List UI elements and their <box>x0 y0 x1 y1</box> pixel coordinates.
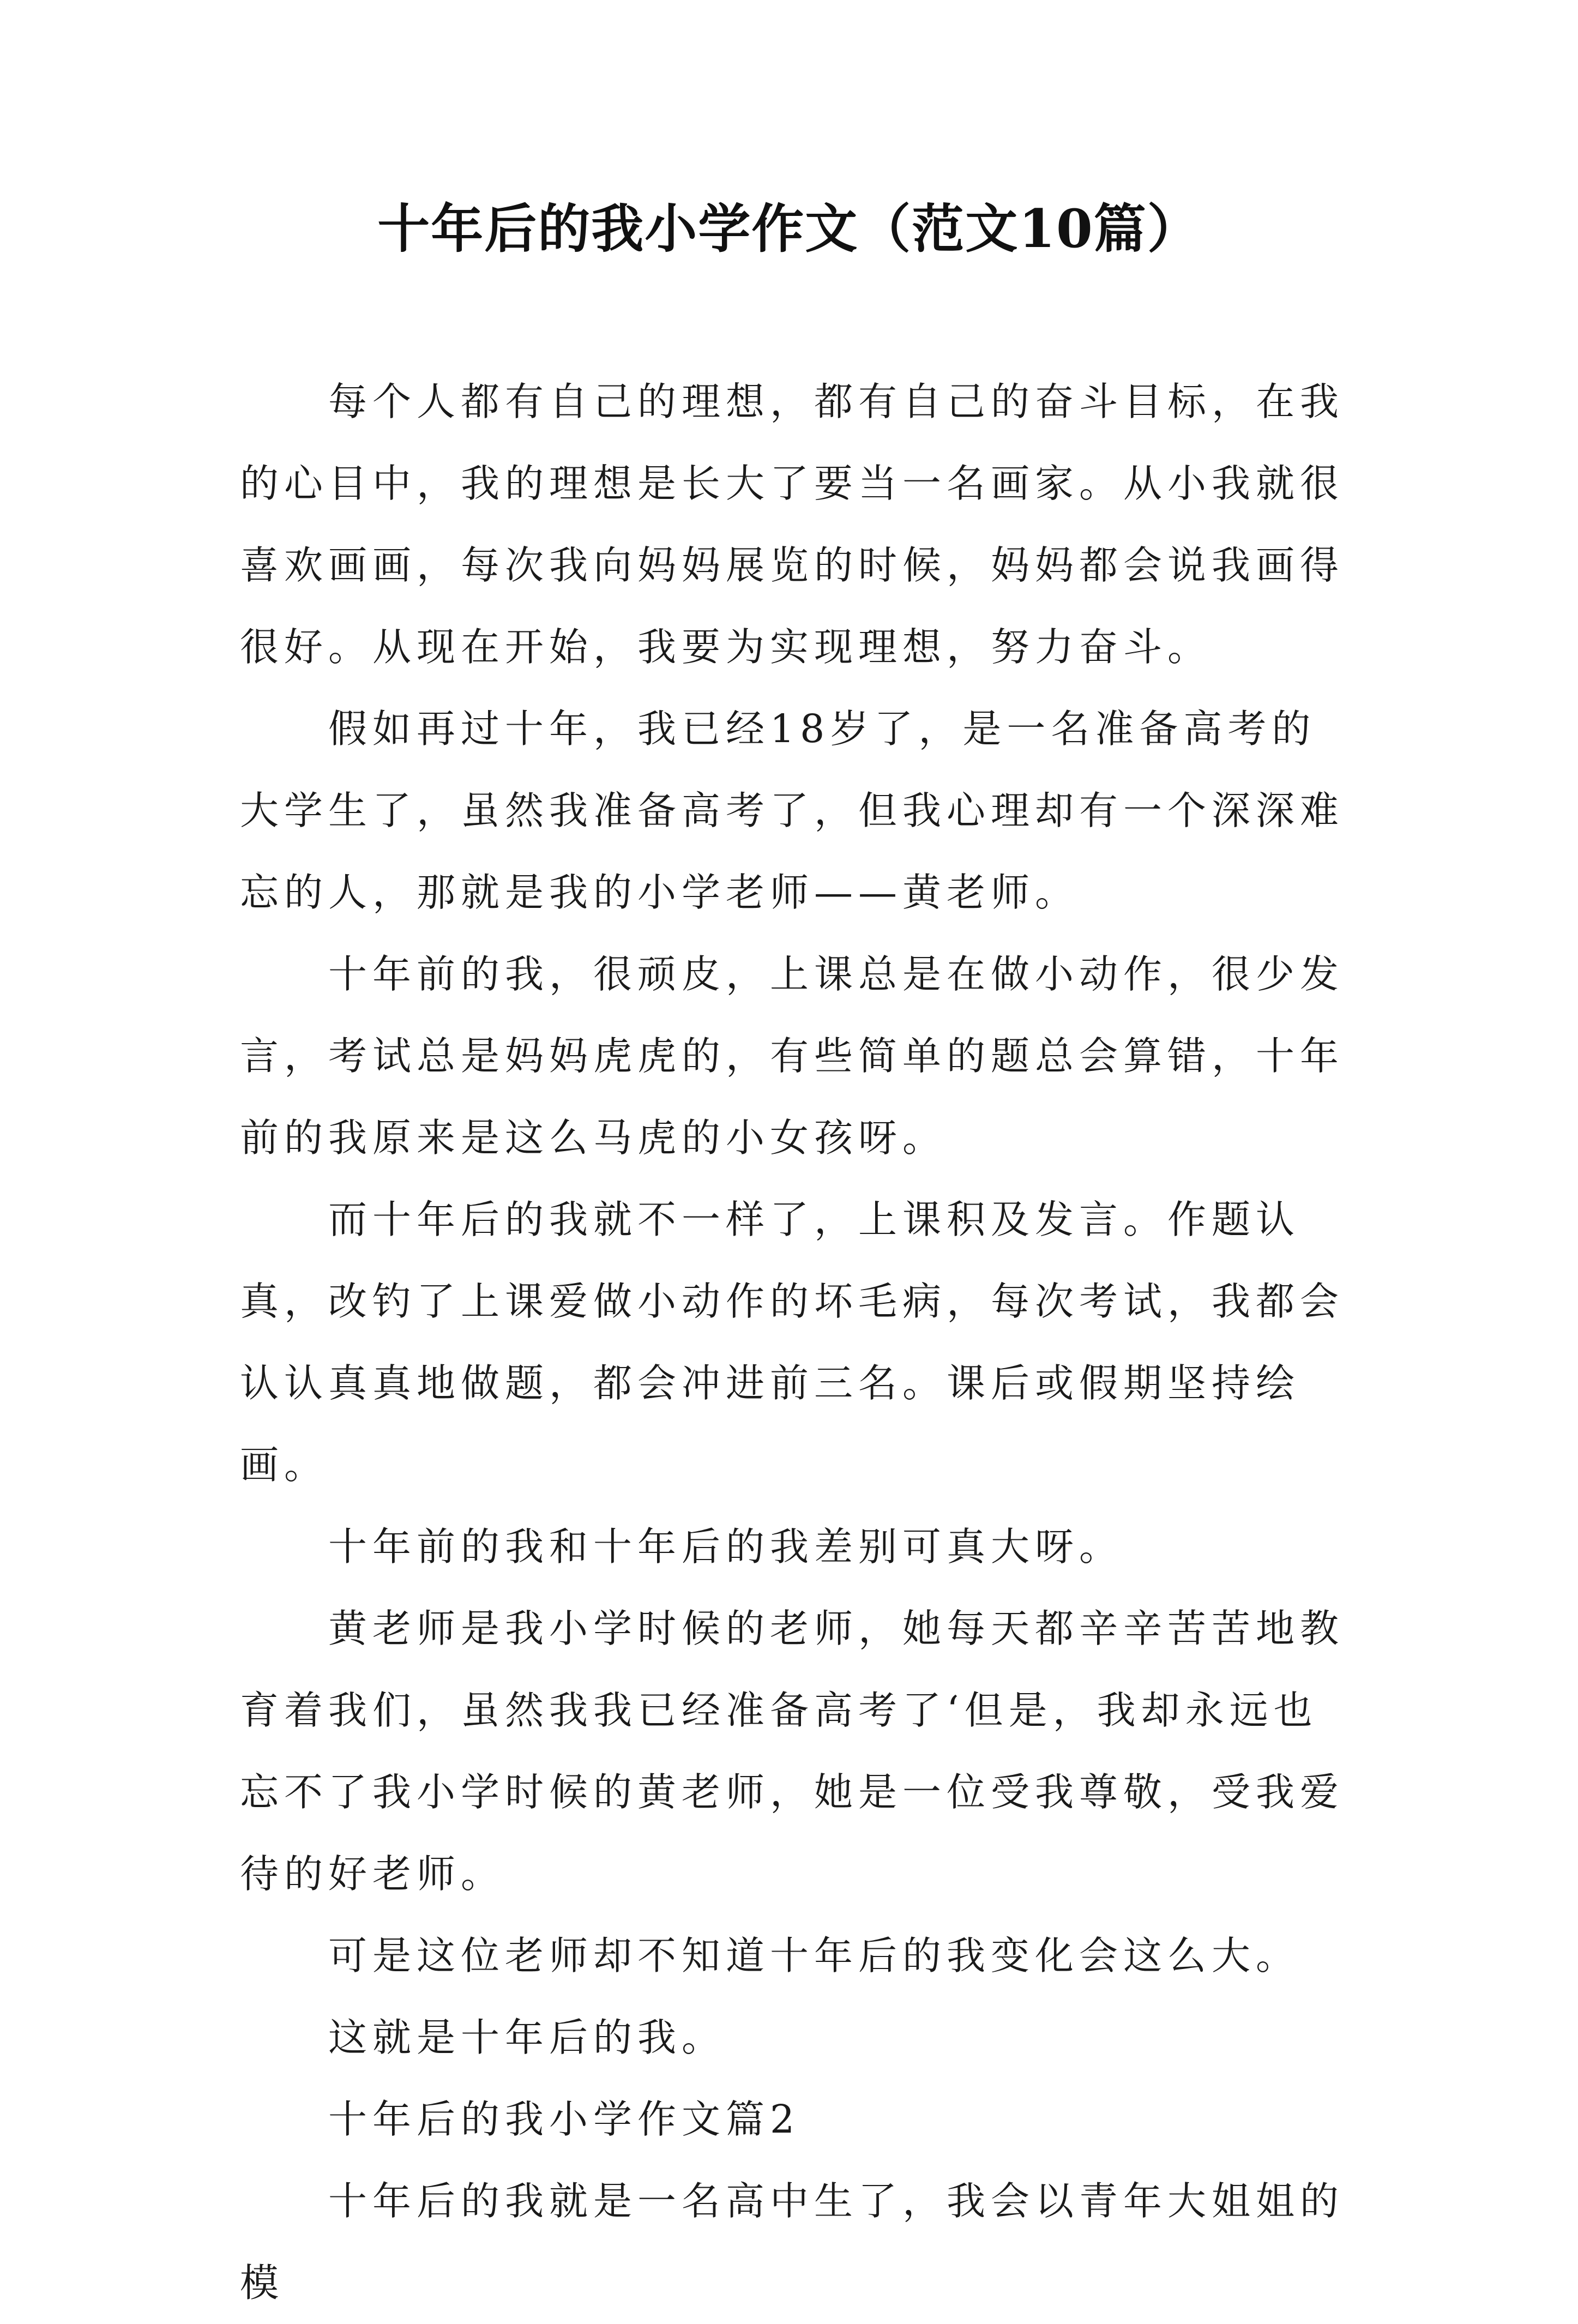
section-heading: 十年后的我小学作文篇2 <box>328 2097 800 2142</box>
paragraph-5: 十年前的我和十年后的我差别可真大呀。 <box>328 1524 1124 1569</box>
paragraph-3: 十年前的我，很顽皮，上课总是在做小动作，很少发言，考试总是妈妈虎虎的，有些简单的题总会算错，十年前的我原来是这么马虎的小女孩呀。 <box>240 952 1345 1160</box>
paragraph-7: 可是这位老师却不知道十年后的我变化会这么大。 <box>328 1933 1300 1978</box>
paragraph-9: 十年后的我就是一名高中生了，我会以青年大姐姐的模 <box>240 2178 1345 2305</box>
paragraph-8: 这就是十年后的我。 <box>328 2015 726 2060</box>
paragraph-4: 而十年后的我就不一样了，上课积及发言。作题认真，改钓了上课爱做小动作的坏毛病，每次考试，我都会认认真真地做题，都会冲进前三名。课后或假期坚持绘画。 <box>240 1197 1345 1488</box>
paragraph-1: 每个人都有自己的理想，都有自己的奋斗目标，在我的心目中，我的理想是长大了要当一名画家。从小我就很喜欢画画，每次我向妈妈展览的时候，妈妈都会说我画得很好。从现在开始，我要为实现理想，努力奋斗。 <box>240 379 1345 670</box>
document-body <box>240 361 1358 2324</box>
paragraph-2: 假如再过十年，我已经18岁了，是一名准备高考的大学生了，虽然我准备高考了，但我心理却有一个深深难忘的人，那就是我的小学老师——黄老师。 <box>240 706 1345 915</box>
document-title: 十年后的我小学作文（范文10篇） <box>377 198 1201 260</box>
paragraph-6: 黄老师是我小学时候的老师，她每天都辛辛苦苦地教育着我们，虽然我我已经准备高考了‘但是，我却永远也忘不了我小学时候的黄老师，她是一位受我尊敬，受我爱待的好老师。 <box>240 1606 1345 1896</box>
